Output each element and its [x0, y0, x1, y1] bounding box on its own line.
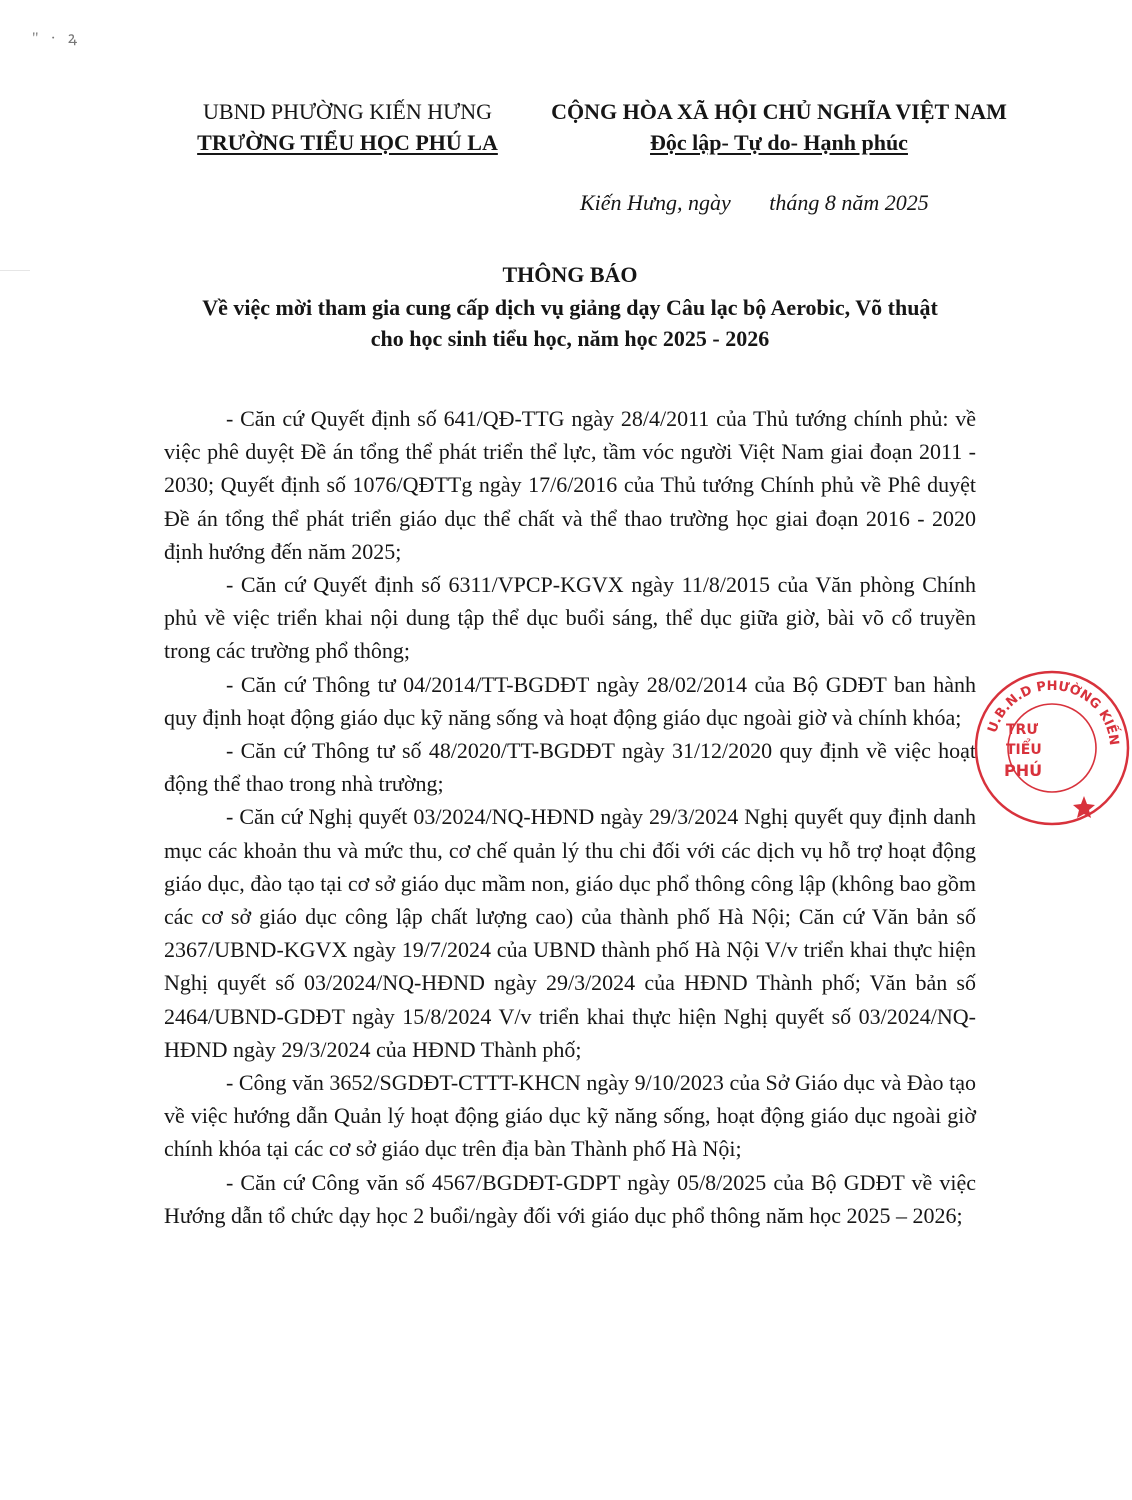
- star-icon: [1073, 796, 1095, 818]
- place-date: Kiến Hưng, ngày tháng 8 năm 2025: [580, 190, 929, 215]
- issuer-header: [170, 96, 525, 158]
- stamp-center-line3: PHÚ: [1004, 761, 1043, 780]
- document-body: [164, 402, 976, 1232]
- stamp-center-line1: TRƯ: [1006, 722, 1039, 738]
- national-motto: [540, 127, 1018, 158]
- legal-basis-paragraph: - Căn cứ Nghị quyết 03/2024/NQ-HĐND ngày 29/3/2024 Nghị quyết quy định danh mục các khoản thu và mức thu, cơ chế quản lý thu chi đối với các dịch vụ hỗ trợ hoạt động giáo dục, đào tạo tại cơ sở giáo dục mầm non, giáo dục phổ thông công lập (không bao gồm các cơ sở giáo dục công lập chất lượng cao) của thành phố Hà Nội; Căn cứ Văn bản số 2367/UBND-KGVX ngày 19/7/2024 của UBND thành phố Hà Nội V/v triển khai thực hiện Nghị quyết số 03/2024/NQ-HĐND ngày 29/3/2024 của HĐND Thành phố; Văn bản số 2464/UBND-GDĐT ngày 15/8/2024 V/v triển khai thực hiện Nghị quyết số 03/2024/NQ-HĐND ngày 29/3/2024 của HĐND Thành phố;: [164, 804, 976, 1062]
- scan-line: [0, 270, 30, 271]
- legal-basis-paragraph: - Căn cứ Thông tư 04/2014/TT-BGDĐT ngày 28/02/2014 của Bộ GDĐT ban hành quy định hoạt động giáo dục kỹ năng sống và hoạt động giáo dục ngoài giờ và chính khóa;: [164, 671, 976, 730]
- issuer-school-name: TRƯỜNG TIỂU HỌC PHÚ LA: [197, 130, 498, 155]
- stamp-outer-ring: [976, 672, 1128, 824]
- national-motto-text: Độc lập- Tự do- Hạnh phúc: [650, 130, 908, 155]
- stamp-ring-text: U.B.N.D PHƯỜNG KIẾN: [985, 678, 1122, 747]
- national-title: CỘNG HÒA XÃ HỘI CHỦ NGHĨA VIỆT NAM: [551, 99, 1007, 124]
- official-stamp: [972, 668, 1132, 828]
- legal-basis-paragraph: - Công văn 3652/SGDĐT-CTTT-KHCN ngày 9/10/2023 của Sở Giáo dục và Đào tạo về việc hướng dẫn Quản lý hoạt động giáo dục kỹ năng sống, hoạt động giáo dục ngoài giờ chính khóa tại các cơ sở giáo dục trên địa bàn Thành phố Hà Nội;: [164, 1070, 976, 1162]
- scan-mark: " · ꝝ: [32, 30, 82, 47]
- legal-basis-paragraph: - Căn cứ Quyết định số 6311/VPCP-KGVX ngày 11/8/2015 của Văn phòng Chính phủ về việc triển khai nội dung tập thể dục buổi sáng, thể dục giữa giờ, bài võ cổ truyền trong các trường phổ thông;: [164, 572, 976, 664]
- title-main: THÔNG BÁO: [502, 262, 638, 287]
- issuer-school: [170, 127, 525, 158]
- document-title: [160, 258, 980, 354]
- title-subject-line1: Về việc mời tham gia cung cấp dịch vụ giảng dạy Câu lạc bộ Aerobic, Võ thuật: [202, 295, 938, 320]
- title-subject-line2: cho học sinh tiểu học, năm học 2025 - 2026: [370, 326, 770, 351]
- legal-basis-paragraph: - Căn cứ Quyết định số 641/QĐ-TTG ngày 28/4/2011 của Thủ tướng chính phủ: về việc phê duyệt Đề án tổng thể phát triển thể lực, tầm vóc người Việt Nam giai đoạn 2011 - 2030; Quyết định số 1076/QĐTTg ngày 17/6/2016 của Thủ tướng Chính phủ về Phê duyệt Đề án tổng thể phát triển giáo dục thể chất và thể thao trường học giai đoạn 2016 - 2020 định hướng đến năm 2025;: [164, 406, 976, 564]
- issuer-authority: UBND PHƯỜNG KIẾN HƯNG: [203, 99, 492, 124]
- stamp-center-line2: TIỂU: [1006, 742, 1042, 758]
- legal-basis-paragraph: - Căn cứ Công văn số 4567/BGDĐT-GDPT ngày 05/8/2025 của Bộ GDĐT về việc Hướng dẫn tổ chức dạy học 2 buổi/ngày đối với giáo dục phổ thông năm học 2025 – 2026;: [164, 1169, 976, 1228]
- legal-basis-paragraph: - Căn cứ Thông tư số 48/2020/TT-BGDĐT ngày 31/12/2020 quy định về việc hoạt động thể thao trong nhà trường;: [164, 738, 976, 797]
- national-header: [540, 96, 1018, 158]
